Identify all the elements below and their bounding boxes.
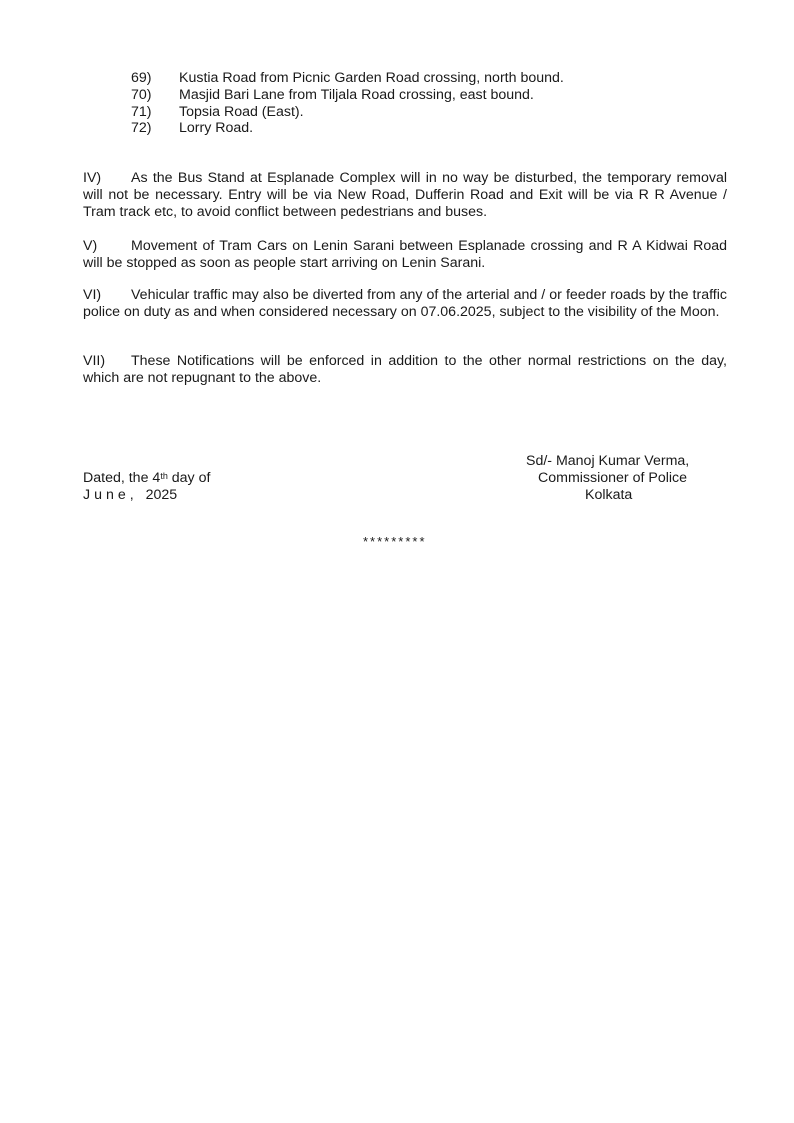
road-list bbox=[131, 70, 731, 137]
paragraph-marker: VII) bbox=[83, 353, 106, 369]
list-item-number: 70) bbox=[131, 86, 152, 103]
paragraph-marker: V) bbox=[83, 238, 98, 254]
list-item bbox=[131, 104, 731, 121]
list-item-number: 69) bbox=[131, 70, 152, 86]
list-item-text: Topsia Road (East). bbox=[179, 103, 304, 120]
signature-name: Sd/- Manoj Kumar Verma, bbox=[526, 453, 690, 469]
paragraph-marker: IV) bbox=[83, 170, 102, 186]
paragraph-v bbox=[83, 238, 727, 272]
signature-block bbox=[520, 453, 720, 504]
list-item-number: 72) bbox=[131, 120, 152, 137]
paragraph-vi bbox=[83, 287, 727, 321]
list-item-text: Kustia Road from Picnic Garden Road crossing, north bound. bbox=[179, 70, 564, 86]
paragraph-text: These Notifications will be enforced in addition to the other normal restrictions on the day, which are not repugnant to the above. bbox=[83, 353, 727, 386]
dated-block bbox=[83, 470, 210, 504]
dated-month: June, bbox=[83, 487, 138, 503]
list-item-text: Masjid Bari Lane from Tiljala Road crossing, east bound. bbox=[179, 86, 534, 103]
dated-month-year bbox=[83, 487, 210, 504]
dated-year: 2025 bbox=[145, 487, 178, 503]
dated-prefix: Dated, the 4 bbox=[83, 470, 161, 486]
list-item-text: Lorry Road. bbox=[179, 120, 254, 137]
dated-rest: day of bbox=[167, 470, 211, 486]
list-item bbox=[131, 120, 731, 137]
paragraph-marker: VI) bbox=[83, 287, 102, 303]
dated-ordinal-suffix: th bbox=[160, 471, 168, 481]
list-item bbox=[131, 70, 731, 87]
paragraph-text: Vehicular traffic may also be diverted from any of the arterial and / or feeder roads by the traffic police on duty as and when considered necessary on 07.06.2025, subject to the visibility of the Moon. bbox=[83, 287, 727, 320]
list-item bbox=[131, 87, 731, 104]
signature-title: Commissioner of Police bbox=[538, 470, 688, 486]
paragraph-text: As the Bus Stand at Esplanade Complex will in no way be disturbed, the temporary removal will not be necessary. Entry will be via New Road, Dufferin Road and Exit will be via R R Avenue / Tram track etc, to avoid conflict between pedestrians and buses. bbox=[83, 170, 727, 220]
signature-city: Kolkata bbox=[585, 487, 633, 503]
list-item-number: 71) bbox=[131, 103, 152, 120]
paragraph-iv bbox=[83, 170, 727, 221]
end-separator: ********* bbox=[363, 534, 427, 549]
dated-line bbox=[83, 470, 210, 487]
paragraph-vii bbox=[83, 353, 727, 387]
paragraph-text: Movement of Tram Cars on Lenin Sarani between Esplanade crossing and R A Kidwai Road will be stopped as soon as people start arriving on Lenin Sarani. bbox=[83, 238, 727, 271]
